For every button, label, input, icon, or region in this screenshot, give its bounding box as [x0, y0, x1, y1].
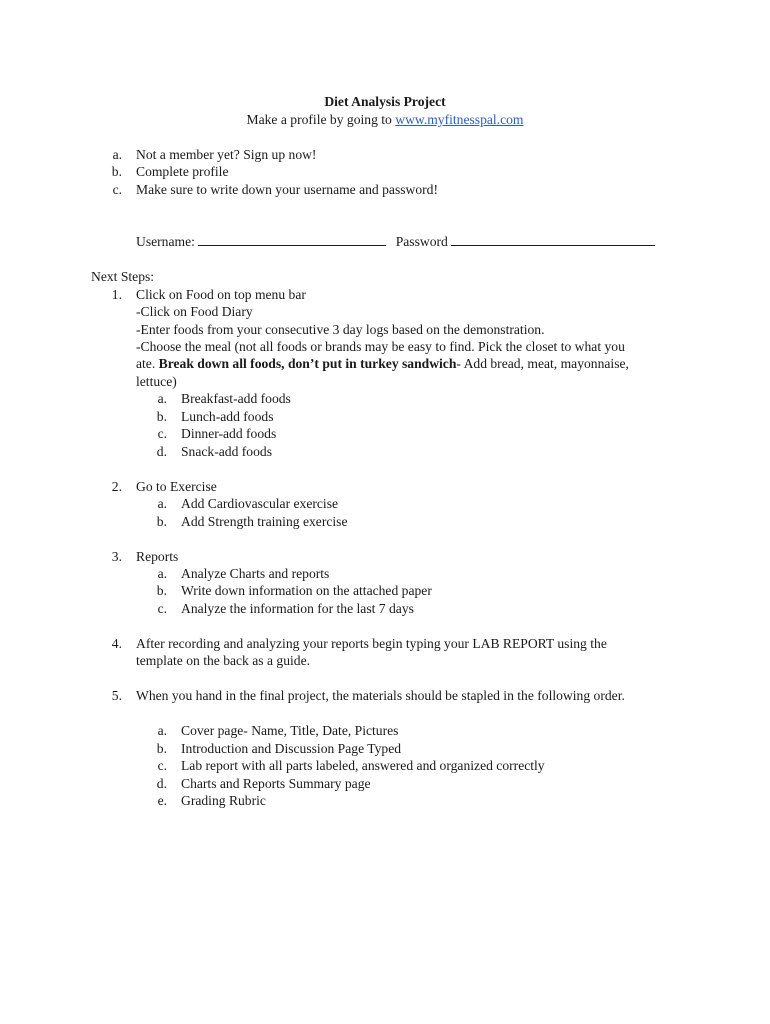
password-label: Password [395, 234, 448, 249]
sub-marker: a. [157, 566, 167, 581]
sub-item: Snack-add foods [181, 444, 272, 459]
list-marker: b. [111, 164, 122, 179]
sub-item: Write down information on the attached paper [181, 583, 432, 598]
sub-marker: c. [157, 758, 167, 773]
step-line-prefix: ate. [136, 356, 159, 371]
step-line-suffix: - Add bread, meat, mayonnaise, [456, 356, 629, 371]
next-steps-heading: Next Steps: [91, 269, 155, 284]
sub-item: Add Strength training exercise [181, 514, 348, 529]
sub-item: Grading Rubric [181, 793, 266, 808]
sub-marker: e. [157, 793, 167, 808]
step-line: -Enter foods from your consecutive 3 day logs based on the demonstration. [136, 322, 545, 337]
sub-marker: d. [156, 776, 167, 791]
sub-marker: b. [156, 583, 167, 598]
username-blank[interactable] [198, 233, 386, 246]
website-link[interactable]: www.myfitnesspal.com [395, 112, 524, 127]
subtitle-text: Make a profile by going to [246, 112, 396, 127]
step-marker: 4. [111, 636, 122, 651]
sub-marker: c. [157, 601, 167, 616]
sub-item: Introduction and Discussion Page Typed [181, 741, 402, 756]
sub-item: Dinner-add foods [181, 426, 277, 441]
step-line: -Choose the meal (not all foods or brands may be easy to find. Pick the closet to what you [136, 339, 625, 354]
sub-item: Analyze Charts and reports [181, 566, 330, 581]
sub-marker: d. [156, 444, 167, 459]
sub-marker: a. [157, 723, 167, 738]
step-line: When you hand in the final project, the materials should be stapled in the following order. [136, 688, 625, 703]
emphasis-text: Break down all foods, don’t put in turkey sandwich [158, 356, 457, 371]
step-marker: 5. [111, 688, 122, 703]
step-line: After recording and analyzing your reports begin typing your LAB REPORT using the [136, 636, 607, 651]
list-item: Make sure to write down your username and password! [136, 182, 439, 197]
step-line [136, 355, 629, 372]
step-marker: 2. [111, 479, 122, 494]
sub-item: Charts and Reports Summary page [181, 776, 371, 791]
step-line: lettuce) [136, 374, 177, 389]
sub-marker: b. [156, 514, 167, 529]
step-marker: 3. [111, 549, 122, 564]
list-marker: a. [112, 147, 122, 162]
sub-item: Breakfast-add foods [181, 391, 291, 406]
document-subtitle [0, 111, 770, 128]
sub-marker: c. [157, 426, 167, 441]
step-marker: 1. [111, 287, 122, 302]
sub-marker: a. [157, 496, 167, 511]
step-line: Go to Exercise [136, 479, 217, 494]
list-marker: c. [112, 182, 122, 197]
sub-item: Lab report with all parts labeled, answered and organized correctly [181, 758, 545, 773]
document-title: Diet Analysis Project [324, 94, 446, 109]
sub-item: Lunch-add foods [181, 409, 274, 424]
list-item: Complete profile [136, 164, 229, 179]
credentials-row [136, 233, 655, 250]
sub-marker: b. [156, 409, 167, 424]
list-item: Not a member yet? Sign up now! [136, 147, 317, 162]
sub-item: Analyze the information for the last 7 days [181, 601, 414, 616]
sub-marker: b. [156, 741, 167, 756]
step-line: Click on Food on top menu bar [136, 287, 306, 302]
step-line: -Click on Food Diary [136, 304, 253, 319]
sub-item: Add Cardiovascular exercise [181, 496, 339, 511]
username-label: Username: [136, 234, 195, 249]
step-line: Reports [136, 549, 179, 564]
sub-marker: a. [157, 391, 167, 406]
step-line: template on the back as a guide. [136, 653, 311, 668]
password-blank[interactable] [451, 233, 655, 246]
sub-item: Cover page- Name, Title, Date, Pictures [181, 723, 399, 738]
